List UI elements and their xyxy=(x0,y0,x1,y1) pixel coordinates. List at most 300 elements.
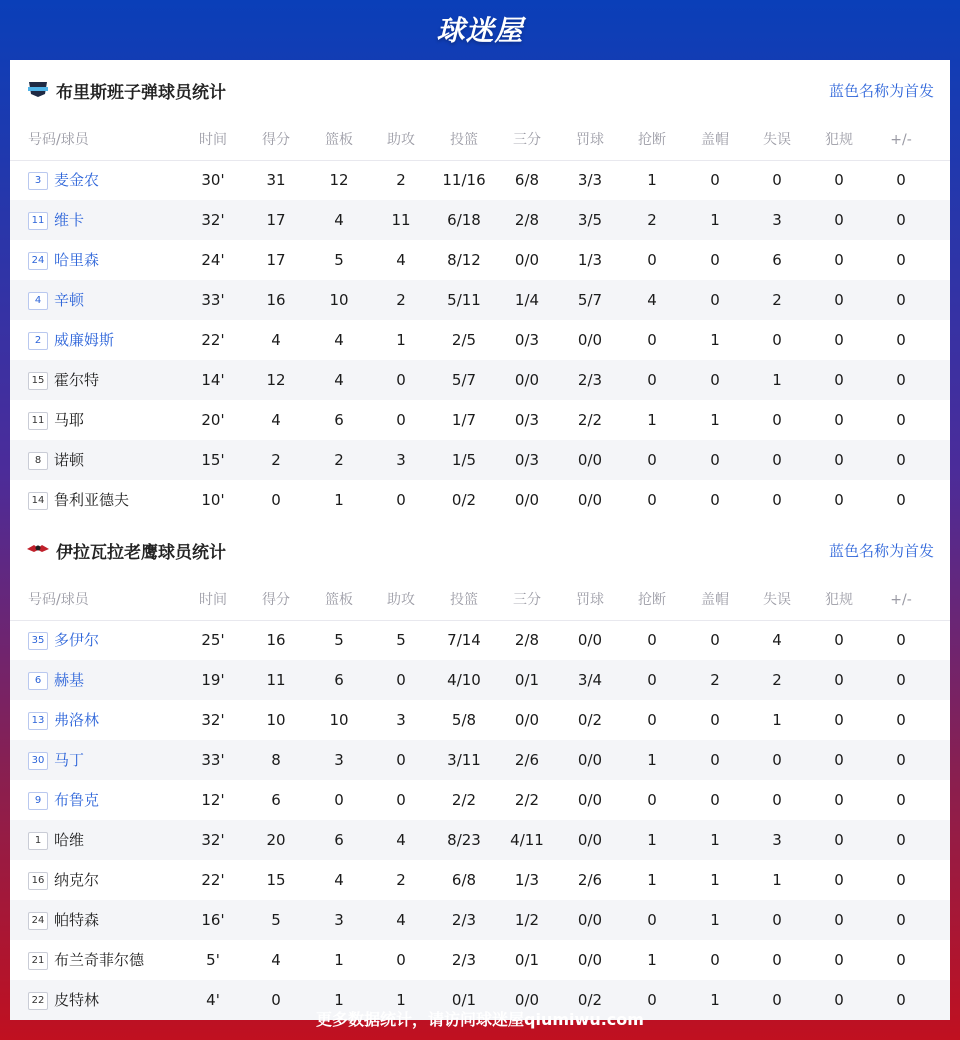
stat-cell: 0/0 xyxy=(514,491,540,509)
stat-cell: 6 xyxy=(772,251,782,269)
stat-cell: 0 xyxy=(896,831,906,849)
stat-cell: 1/7 xyxy=(451,411,477,429)
column-header: 投篮 xyxy=(450,592,478,608)
stat-cell: 0 xyxy=(896,911,906,929)
jersey-number: 2 xyxy=(28,332,48,350)
stat-cell: 1/5 xyxy=(451,451,477,469)
stat-cell: 0/1 xyxy=(514,951,540,969)
stat-cell: 4 xyxy=(396,831,406,849)
stat-cell: 0 xyxy=(834,711,844,729)
stat-cell: 0 xyxy=(772,911,782,929)
stat-cell: 0 xyxy=(647,631,657,649)
player-row[interactable] xyxy=(10,780,950,820)
stat-cell: 0 xyxy=(772,991,782,1009)
stat-cell: 2/8 xyxy=(514,211,540,229)
stat-cell: 0 xyxy=(896,871,906,889)
stat-cell: 4 xyxy=(271,331,281,349)
column-header: 三分 xyxy=(513,592,541,608)
stat-cell: 0 xyxy=(896,671,906,689)
stat-cell: 1 xyxy=(647,831,657,849)
column-header: 时间 xyxy=(199,592,227,608)
stat-cell: 2/6 xyxy=(514,751,540,769)
stat-cell: 22' xyxy=(201,871,225,889)
jersey-number: 8 xyxy=(28,452,48,470)
box-score-panel xyxy=(10,60,950,1009)
jersey-number: 21 xyxy=(28,952,48,970)
stat-cell: 1 xyxy=(334,491,344,509)
stat-cell: 10' xyxy=(201,491,225,509)
jersey-number: 13 xyxy=(28,712,48,730)
stat-cell: 0 xyxy=(772,791,782,809)
stat-cell: 2/6 xyxy=(577,871,603,889)
stat-cell: 0 xyxy=(710,291,720,309)
stat-cell: 6 xyxy=(334,831,344,849)
player-name[interactable]: 布鲁克 xyxy=(54,791,100,809)
jersey-number: 14 xyxy=(28,492,48,510)
stat-cell: 0 xyxy=(834,911,844,929)
stat-cell: 0 xyxy=(647,671,657,689)
stat-cell: 0 xyxy=(896,251,906,269)
stat-cell: 0 xyxy=(834,451,844,469)
footer-promo[interactable]: 更多数据统计，请访问球迷屋qiumiwu.com xyxy=(316,1010,644,1029)
stat-cell: 0 xyxy=(896,791,906,809)
player-name[interactable]: 马丁 xyxy=(54,751,85,769)
stat-cell: 2 xyxy=(396,871,406,889)
stat-cell: 0/0 xyxy=(514,371,540,389)
stat-cell: 0/3 xyxy=(514,331,540,349)
column-header: +/- xyxy=(890,592,912,608)
stat-cell: 0 xyxy=(396,411,406,429)
stat-cell: 0 xyxy=(396,491,406,509)
stat-cell: 6/18 xyxy=(447,211,481,229)
stat-cell: 20 xyxy=(266,831,286,849)
stat-cell: 10 xyxy=(266,711,286,729)
stat-cell: 15' xyxy=(201,451,225,469)
player-row[interactable] xyxy=(10,280,950,320)
stat-cell: 8/12 xyxy=(447,251,481,269)
column-header: 罚球 xyxy=(576,132,604,148)
stat-cell: 4' xyxy=(206,991,220,1009)
stat-cell: 10 xyxy=(329,711,349,729)
stat-cell: 0 xyxy=(396,791,406,809)
stat-cell: 0 xyxy=(834,831,844,849)
stat-cell: 4/10 xyxy=(447,671,481,689)
jersey-number: 11 xyxy=(28,212,48,230)
player-row[interactable] xyxy=(10,860,950,900)
stat-cell: 33' xyxy=(201,291,225,309)
stat-cell: 2 xyxy=(334,451,344,469)
stat-cell: 5' xyxy=(206,951,220,969)
stat-cell: 0 xyxy=(647,451,657,469)
player-row[interactable] xyxy=(10,480,950,520)
stat-cell: 31 xyxy=(266,171,286,189)
stat-cell: 10 xyxy=(329,291,349,309)
jersey-number: 35 xyxy=(28,632,48,650)
column-header: 篮板 xyxy=(325,132,353,148)
stat-cell: 33' xyxy=(201,751,225,769)
stat-cell: 3/3 xyxy=(577,171,603,189)
stat-cell: 0/0 xyxy=(514,991,540,1009)
stat-cell: 1 xyxy=(710,831,720,849)
stat-cell: 0 xyxy=(647,911,657,929)
stat-cell: 1/3 xyxy=(577,251,603,269)
starter-legend: 蓝色名称为首发 xyxy=(828,82,934,100)
stat-cell: 0 xyxy=(710,371,720,389)
player-name[interactable]: 赫基 xyxy=(54,671,85,689)
stat-cell: 1 xyxy=(772,371,782,389)
stat-cell: 1 xyxy=(647,871,657,889)
stat-cell: 19' xyxy=(201,671,225,689)
stat-cell: 0 xyxy=(396,371,406,389)
stat-cell: 16 xyxy=(266,291,286,309)
stat-cell: 5 xyxy=(334,251,344,269)
stat-cell: 0 xyxy=(772,491,782,509)
stat-cell: 0 xyxy=(647,791,657,809)
stat-cell: 2/8 xyxy=(514,631,540,649)
stat-cell: 2/3 xyxy=(577,371,603,389)
stat-cell: 25' xyxy=(201,631,225,649)
stat-cell: 12 xyxy=(266,371,286,389)
stat-cell: 0 xyxy=(834,991,844,1009)
stat-cell: 3 xyxy=(772,831,782,849)
column-header: 失误 xyxy=(763,132,791,148)
bullets-logo-icon xyxy=(26,80,50,98)
stat-cell: 32' xyxy=(201,831,225,849)
stat-cell: 0 xyxy=(710,791,720,809)
stat-cell: 4 xyxy=(334,331,344,349)
stat-cell: 0/0 xyxy=(577,331,603,349)
stat-cell: 0/2 xyxy=(577,711,603,729)
stat-cell: 0 xyxy=(834,411,844,429)
team-header xyxy=(10,70,950,110)
stat-cell: 0 xyxy=(710,451,720,469)
column-header: 时间 xyxy=(199,132,227,148)
stat-cell: 0 xyxy=(834,491,844,509)
stat-cell: 0 xyxy=(896,991,906,1009)
stat-cell: 0 xyxy=(896,711,906,729)
stat-cell: 0 xyxy=(647,491,657,509)
stat-cell: 0 xyxy=(772,951,782,969)
stat-cell: 0 xyxy=(647,711,657,729)
stat-cell: 11/16 xyxy=(442,171,486,189)
jersey-number: 1 xyxy=(28,832,48,850)
stat-cell: 0 xyxy=(334,791,344,809)
player-name[interactable]: 帕特森 xyxy=(54,911,100,929)
stat-cell: 0 xyxy=(772,451,782,469)
stat-cell: 0 xyxy=(647,991,657,1009)
column-header: 投篮 xyxy=(450,132,478,148)
stat-cell: 0 xyxy=(896,211,906,229)
jersey-number: 3 xyxy=(28,172,48,190)
column-header: 得分 xyxy=(262,592,290,608)
stat-cell: 2 xyxy=(710,671,720,689)
jersey-number: 6 xyxy=(28,672,48,690)
column-header: 助攻 xyxy=(387,592,415,608)
jersey-number: 16 xyxy=(28,872,48,890)
player-name[interactable]: 哈维 xyxy=(54,831,85,849)
stat-cell: 3 xyxy=(396,711,406,729)
stat-cell: 0/0 xyxy=(514,251,540,269)
stat-cell: 1 xyxy=(772,711,782,729)
stat-cell: 0/0 xyxy=(577,791,603,809)
player-name[interactable]: 霍尔特 xyxy=(54,371,100,389)
stat-cell: 0 xyxy=(834,751,844,769)
stat-cell: 2 xyxy=(271,451,281,469)
stat-cell: 24' xyxy=(201,251,225,269)
brand-logo: 球迷屋 xyxy=(436,14,524,47)
player-row[interactable] xyxy=(10,440,950,480)
stat-cell: 0 xyxy=(834,791,844,809)
player-row[interactable] xyxy=(10,320,950,360)
stat-cell: 1 xyxy=(647,751,657,769)
stat-cell: 1 xyxy=(710,911,720,929)
stat-cell: 0 xyxy=(896,331,906,349)
player-row[interactable] xyxy=(10,660,950,700)
starter-legend: 蓝色名称为首发 xyxy=(828,542,934,560)
stat-cell: 0/3 xyxy=(514,411,540,429)
stat-cell: 0 xyxy=(896,751,906,769)
stat-cell: 6 xyxy=(334,671,344,689)
column-header: 号码/球员 xyxy=(28,592,89,608)
player-name[interactable]: 多伊尔 xyxy=(54,631,100,649)
player-row[interactable] xyxy=(10,820,950,860)
stat-cell: 0 xyxy=(896,631,906,649)
stat-cell: 0 xyxy=(710,951,720,969)
player-row[interactable] xyxy=(10,700,950,740)
stat-cell: 0 xyxy=(772,751,782,769)
stat-cell: 8 xyxy=(271,751,281,769)
player-name[interactable]: 弗洛林 xyxy=(54,711,100,729)
stat-cell: 1/4 xyxy=(514,291,540,309)
player-name[interactable]: 皮特林 xyxy=(54,991,100,1009)
stat-cell: 0 xyxy=(710,251,720,269)
player-name[interactable]: 维卡 xyxy=(54,211,85,229)
stat-cell: 0/0 xyxy=(577,911,603,929)
stat-cell: 1/2 xyxy=(514,911,540,929)
stat-cell: 11 xyxy=(391,211,411,229)
stat-cell: 5/7 xyxy=(451,371,477,389)
stat-cell: 3/4 xyxy=(577,671,603,689)
stat-cell: 4 xyxy=(271,951,281,969)
stat-cell: 2/3 xyxy=(451,911,477,929)
jersey-number: 15 xyxy=(28,372,48,390)
stat-cell: 6 xyxy=(271,791,281,809)
stat-cell: 0 xyxy=(647,371,657,389)
stat-cell: 0 xyxy=(896,171,906,189)
stat-cell: 0 xyxy=(896,951,906,969)
stat-cell: 3 xyxy=(334,751,344,769)
stat-cell: 2/2 xyxy=(451,791,477,809)
stat-cell: 0/2 xyxy=(577,991,603,1009)
stat-cell: 12 xyxy=(329,171,349,189)
stat-cell: 0 xyxy=(271,491,281,509)
stat-cell: 16 xyxy=(266,631,286,649)
stat-cell: 0/3 xyxy=(514,451,540,469)
column-header: 盖帽 xyxy=(701,132,729,148)
stat-cell: 32' xyxy=(201,211,225,229)
stat-cell: 0 xyxy=(834,251,844,269)
player-row[interactable] xyxy=(10,160,950,200)
player-name[interactable]: 威廉姆斯 xyxy=(54,331,115,349)
stat-cell: 0/1 xyxy=(451,991,477,1009)
stat-cell: 0/0 xyxy=(577,751,603,769)
stat-cell: 20' xyxy=(201,411,225,429)
stat-cell: 0 xyxy=(396,751,406,769)
stat-cell: 0 xyxy=(834,291,844,309)
player-name[interactable]: 布兰奇菲尔德 xyxy=(54,951,145,969)
hawks-logo-icon xyxy=(26,540,50,558)
stat-cell: 0/0 xyxy=(577,491,603,509)
stat-cell: 4 xyxy=(334,871,344,889)
stat-cell: 2 xyxy=(647,211,657,229)
stat-cell: 4 xyxy=(396,251,406,269)
stat-cell: 0 xyxy=(396,671,406,689)
stat-cell: 5/8 xyxy=(451,711,477,729)
column-header: 三分 xyxy=(513,132,541,148)
stat-cell: 22' xyxy=(201,331,225,349)
stat-cell: 1 xyxy=(710,991,720,1009)
stat-cell: 3/5 xyxy=(577,211,603,229)
stat-cell: 7/14 xyxy=(447,631,481,649)
stat-cell: 8/23 xyxy=(447,831,481,849)
jersey-number: 24 xyxy=(28,252,48,270)
team-header xyxy=(10,530,950,570)
stat-cell: 1 xyxy=(396,331,406,349)
player-row[interactable] xyxy=(10,900,950,940)
stat-cell: 4 xyxy=(772,631,782,649)
stat-cell: 2/2 xyxy=(514,791,540,809)
column-header: 盖帽 xyxy=(701,592,729,608)
stat-cell: 0 xyxy=(710,751,720,769)
stat-cell: 0 xyxy=(647,331,657,349)
stat-cell: 0/1 xyxy=(514,671,540,689)
stat-cell: 1 xyxy=(647,951,657,969)
stat-cell: 12' xyxy=(201,791,225,809)
stat-cell: 1 xyxy=(334,991,344,1009)
stat-cell: 4 xyxy=(647,291,657,309)
stat-cell: 0 xyxy=(834,631,844,649)
column-header: 犯规 xyxy=(825,132,853,148)
stat-cell: 0 xyxy=(772,411,782,429)
player-row[interactable] xyxy=(10,740,950,780)
stat-cell: 5/7 xyxy=(577,291,603,309)
player-name[interactable]: 马耶 xyxy=(54,411,85,429)
stat-cell: 3 xyxy=(396,451,406,469)
column-header: 助攻 xyxy=(387,132,415,148)
column-header: 失误 xyxy=(763,592,791,608)
stat-cell: 2 xyxy=(772,291,782,309)
column-header: +/- xyxy=(890,132,912,148)
stat-cell: 5 xyxy=(396,631,406,649)
stat-cell: 1 xyxy=(710,411,720,429)
stat-cell: 0 xyxy=(647,251,657,269)
stat-cell: 0/2 xyxy=(451,491,477,509)
stat-cell: 2/3 xyxy=(451,951,477,969)
stat-cell: 2/2 xyxy=(577,411,603,429)
stat-cell: 30' xyxy=(201,171,225,189)
player-name[interactable]: 辛顿 xyxy=(54,291,85,309)
stat-cell: 4 xyxy=(271,411,281,429)
player-row[interactable] xyxy=(10,200,950,240)
player-name[interactable]: 麦金农 xyxy=(54,171,100,189)
stat-cell: 0 xyxy=(834,671,844,689)
column-header: 抢断 xyxy=(638,592,666,608)
stat-cell: 4 xyxy=(334,371,344,389)
stat-cell: 5/11 xyxy=(447,291,481,309)
stat-cell: 4 xyxy=(334,211,344,229)
stat-cell: 15 xyxy=(266,871,286,889)
stat-cell: 0 xyxy=(834,331,844,349)
stat-cell: 0 xyxy=(772,171,782,189)
column-header: 号码/球员 xyxy=(28,132,89,148)
player-name[interactable]: 哈里森 xyxy=(54,251,100,269)
stat-cell: 5 xyxy=(271,911,281,929)
player-row[interactable] xyxy=(10,940,950,980)
stat-cell: 1 xyxy=(710,331,720,349)
stat-cell: 0/0 xyxy=(577,451,603,469)
player-row[interactable] xyxy=(10,240,950,280)
stat-cell: 0 xyxy=(834,371,844,389)
stat-cell: 14' xyxy=(201,371,225,389)
stat-cell: 4 xyxy=(396,911,406,929)
stat-cell: 0 xyxy=(396,951,406,969)
stat-cell: 16' xyxy=(201,911,225,929)
stat-cell: 1 xyxy=(710,871,720,889)
stat-cell: 2/5 xyxy=(451,331,477,349)
stat-cell: 0 xyxy=(896,411,906,429)
stat-cell: 2 xyxy=(396,291,406,309)
stat-cell: 0 xyxy=(834,871,844,889)
stat-cell: 0 xyxy=(834,171,844,189)
player-name[interactable]: 鲁利亚德夫 xyxy=(54,491,130,509)
jersey-number: 9 xyxy=(28,792,48,810)
player-row[interactable] xyxy=(10,360,950,400)
stat-cell: 0 xyxy=(834,951,844,969)
jersey-number: 24 xyxy=(28,912,48,930)
stat-cell: 0 xyxy=(896,291,906,309)
stat-cell: 0 xyxy=(896,491,906,509)
stat-cell: 0 xyxy=(772,331,782,349)
stat-cell: 6 xyxy=(334,411,344,429)
stat-cell: 0 xyxy=(896,451,906,469)
stat-cell: 17 xyxy=(266,211,286,229)
stat-cell: 0 xyxy=(710,171,720,189)
player-name[interactable]: 诺顿 xyxy=(54,451,85,469)
jersey-number: 22 xyxy=(28,992,48,1010)
stat-cell: 1 xyxy=(334,951,344,969)
jersey-number: 4 xyxy=(28,292,48,310)
player-row[interactable] xyxy=(10,400,950,440)
stat-cell: 0 xyxy=(271,991,281,1009)
stat-cell: 5 xyxy=(334,631,344,649)
stat-cell: 6/8 xyxy=(451,871,477,889)
stat-cell: 1 xyxy=(710,211,720,229)
stat-cell: 4/11 xyxy=(510,831,544,849)
stat-cell: 0 xyxy=(896,371,906,389)
stat-cell: 1 xyxy=(647,171,657,189)
stat-cell: 0/0 xyxy=(577,951,603,969)
column-header: 篮板 xyxy=(325,592,353,608)
stat-cell: 32' xyxy=(201,711,225,729)
stat-cell: 1/3 xyxy=(514,871,540,889)
player-name[interactable]: 纳克尔 xyxy=(54,871,100,889)
stat-cell: 0 xyxy=(710,711,720,729)
player-row[interactable] xyxy=(10,620,950,660)
stat-cell: 0 xyxy=(710,631,720,649)
stat-cell: 1 xyxy=(647,411,657,429)
stat-cell: 3 xyxy=(772,211,782,229)
team-title: 布里斯班子弹球员统计 xyxy=(56,83,226,103)
